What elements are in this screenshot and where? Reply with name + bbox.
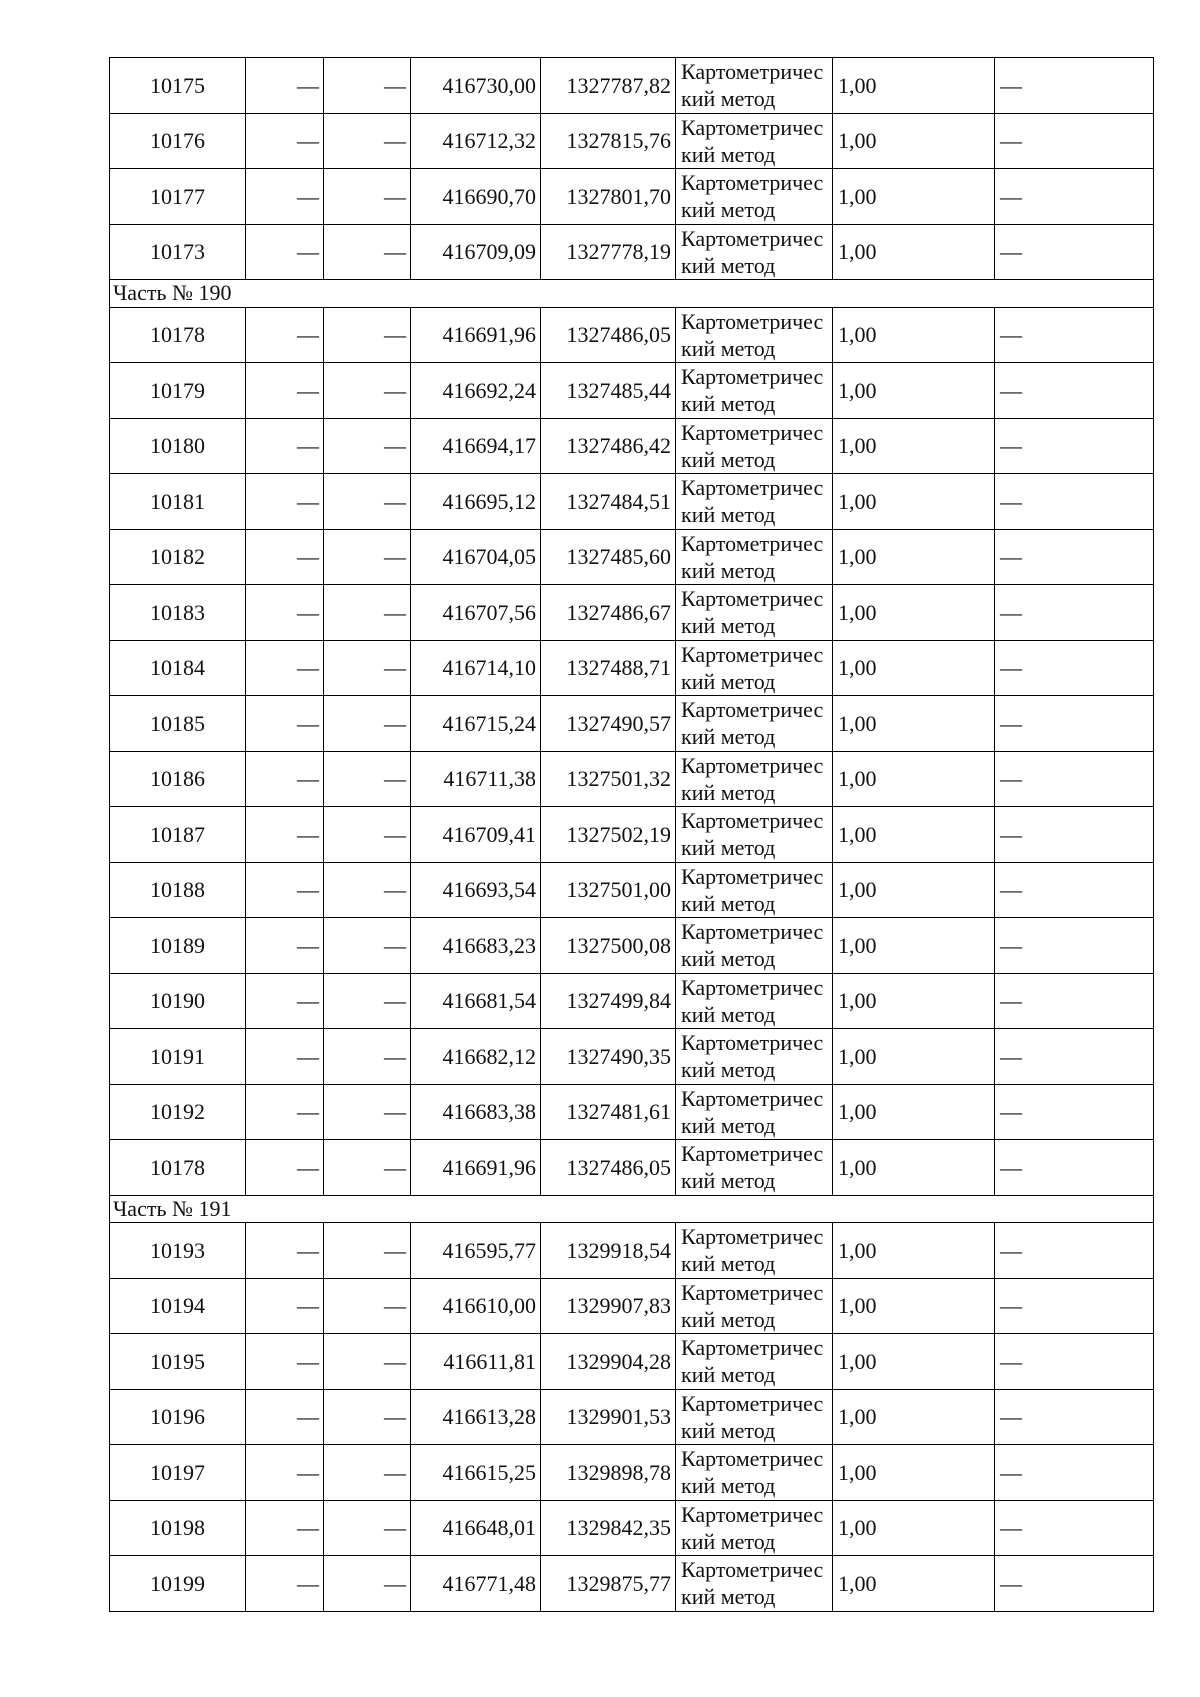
dash-cell: — (995, 862, 1154, 918)
dash-cell: — (995, 224, 1154, 280)
dash-cell: — (246, 529, 324, 585)
dash-cell: — (246, 474, 324, 530)
accuracy-cell: 1,00 (833, 1556, 995, 1612)
x-coordinate-cell: 416682,12 (411, 1029, 541, 1085)
dash-cell: — (246, 1334, 324, 1390)
y-coordinate-cell: 1327801,70 (541, 169, 676, 225)
table-row (110, 113, 1154, 169)
dash-cell: — (324, 696, 411, 752)
x-coordinate-cell: 416691,96 (411, 307, 541, 363)
method-cell: Картометрический метод (676, 363, 833, 419)
y-coordinate-cell: 1327502,19 (541, 807, 676, 863)
point-number-cell: 10183 (110, 585, 246, 641)
y-coordinate-cell: 1329842,35 (541, 1500, 676, 1556)
dash-cell: — (324, 418, 411, 474)
accuracy-cell: 1,00 (833, 418, 995, 474)
dash-cell: — (246, 973, 324, 1029)
method-cell: Картометрический метод (676, 1278, 833, 1334)
coordinates-sheet (109, 57, 1154, 1612)
dash-cell: — (324, 169, 411, 225)
method-cell: Картометрический метод (676, 640, 833, 696)
method-cell: Картометрический метод (676, 751, 833, 807)
point-number-cell: 10184 (110, 640, 246, 696)
accuracy-cell: 1,00 (833, 585, 995, 641)
dash-cell: — (995, 807, 1154, 863)
dash-cell: — (324, 363, 411, 419)
y-coordinate-cell: 1329898,78 (541, 1445, 676, 1501)
x-coordinate-cell: 416683,38 (411, 1084, 541, 1140)
table-row (110, 1556, 1154, 1612)
y-coordinate-cell: 1327481,61 (541, 1084, 676, 1140)
method-cell: Картометрический метод (676, 1389, 833, 1445)
table-row (110, 1278, 1154, 1334)
x-coordinate-cell: 416695,12 (411, 474, 541, 530)
point-number-cell: 10186 (110, 751, 246, 807)
table-row (110, 973, 1154, 1029)
dash-cell: — (246, 918, 324, 974)
dash-cell: — (324, 640, 411, 696)
dash-cell: — (324, 1500, 411, 1556)
dash-cell: — (995, 751, 1154, 807)
table-row (110, 640, 1154, 696)
accuracy-cell: 1,00 (833, 640, 995, 696)
point-number-cell: 10193 (110, 1223, 246, 1279)
dash-cell: — (995, 1278, 1154, 1334)
point-number-cell: 10189 (110, 918, 246, 974)
accuracy-cell: 1,00 (833, 224, 995, 280)
table-row (110, 1334, 1154, 1390)
accuracy-cell: 1,00 (833, 169, 995, 225)
y-coordinate-cell: 1329907,83 (541, 1278, 676, 1334)
y-coordinate-cell: 1327490,57 (541, 696, 676, 752)
y-coordinate-cell: 1329875,77 (541, 1556, 676, 1612)
method-cell: Картометрический метод (676, 529, 833, 585)
x-coordinate-cell: 416715,24 (411, 696, 541, 752)
method-cell: Картометрический метод (676, 807, 833, 863)
method-cell: Картометрический метод (676, 1223, 833, 1279)
table-row (110, 918, 1154, 974)
dash-cell: — (995, 363, 1154, 419)
table-row (110, 363, 1154, 419)
point-number-cell: 10175 (110, 58, 246, 114)
dash-cell: — (246, 585, 324, 641)
dash-cell: — (324, 862, 411, 918)
y-coordinate-cell: 1327815,76 (541, 113, 676, 169)
point-number-cell: 10179 (110, 363, 246, 419)
dash-cell: — (995, 640, 1154, 696)
accuracy-cell: 1,00 (833, 58, 995, 114)
x-coordinate-cell: 416714,10 (411, 640, 541, 696)
dash-cell: — (324, 224, 411, 280)
table-row (110, 529, 1154, 585)
accuracy-cell: 1,00 (833, 751, 995, 807)
method-cell: Картометрический метод (676, 1556, 833, 1612)
point-number-cell: 10192 (110, 1084, 246, 1140)
table-row (110, 1029, 1154, 1085)
section-header-row (110, 280, 1154, 308)
x-coordinate-cell: 416693,54 (411, 862, 541, 918)
x-coordinate-cell: 416595,77 (411, 1223, 541, 1279)
dash-cell: — (324, 1389, 411, 1445)
accuracy-cell: 1,00 (833, 1500, 995, 1556)
section-label: Часть № 190 (110, 280, 1154, 308)
point-number-cell: 10197 (110, 1445, 246, 1501)
y-coordinate-cell: 1327500,08 (541, 918, 676, 974)
dash-cell: — (246, 224, 324, 280)
y-coordinate-cell: 1327486,67 (541, 585, 676, 641)
dash-cell: — (246, 1029, 324, 1085)
dash-cell: — (324, 113, 411, 169)
point-number-cell: 10176 (110, 113, 246, 169)
dash-cell: — (246, 751, 324, 807)
dash-cell: — (995, 529, 1154, 585)
point-number-cell: 10181 (110, 474, 246, 530)
y-coordinate-cell: 1327499,84 (541, 973, 676, 1029)
accuracy-cell: 1,00 (833, 113, 995, 169)
dash-cell: — (246, 1278, 324, 1334)
point-number-cell: 10187 (110, 807, 246, 863)
x-coordinate-cell: 416691,96 (411, 1140, 541, 1196)
dash-cell: — (324, 1029, 411, 1085)
dash-cell: — (995, 1334, 1154, 1390)
point-number-cell: 10185 (110, 696, 246, 752)
dash-cell: — (995, 1500, 1154, 1556)
dash-cell: — (995, 918, 1154, 974)
point-number-cell: 10196 (110, 1389, 246, 1445)
dash-cell: — (324, 1084, 411, 1140)
dash-cell: — (995, 1029, 1154, 1085)
y-coordinate-cell: 1327778,19 (541, 224, 676, 280)
y-coordinate-cell: 1329904,28 (541, 1334, 676, 1390)
point-number-cell: 10178 (110, 1140, 246, 1196)
dash-cell: — (246, 363, 324, 419)
accuracy-cell: 1,00 (833, 1029, 995, 1085)
accuracy-cell: 1,00 (833, 1084, 995, 1140)
y-coordinate-cell: 1327486,05 (541, 307, 676, 363)
x-coordinate-cell: 416610,00 (411, 1278, 541, 1334)
method-cell: Картометрический метод (676, 58, 833, 114)
y-coordinate-cell: 1327490,35 (541, 1029, 676, 1085)
table-row (110, 585, 1154, 641)
dash-cell: — (246, 113, 324, 169)
dash-cell: — (995, 1389, 1154, 1445)
method-cell: Картометрический метод (676, 1334, 833, 1390)
method-cell: Картометрический метод (676, 474, 833, 530)
method-cell: Картометрический метод (676, 973, 833, 1029)
accuracy-cell: 1,00 (833, 529, 995, 585)
dash-cell: — (324, 529, 411, 585)
dash-cell: — (324, 973, 411, 1029)
dash-cell: — (324, 58, 411, 114)
accuracy-cell: 1,00 (833, 973, 995, 1029)
x-coordinate-cell: 416611,81 (411, 1334, 541, 1390)
y-coordinate-cell: 1327501,32 (541, 751, 676, 807)
dash-cell: — (246, 1500, 324, 1556)
dash-cell: — (324, 585, 411, 641)
dash-cell: — (246, 696, 324, 752)
method-cell: Картометрический метод (676, 113, 833, 169)
table-row (110, 751, 1154, 807)
dash-cell: — (324, 1334, 411, 1390)
table-row (110, 169, 1154, 225)
dash-cell: — (246, 307, 324, 363)
method-cell: Картометрический метод (676, 862, 833, 918)
dash-cell: — (324, 751, 411, 807)
dash-cell: — (246, 1556, 324, 1612)
dash-cell: — (246, 1084, 324, 1140)
table-body (110, 58, 1154, 1612)
x-coordinate-cell: 416711,38 (411, 751, 541, 807)
dash-cell: — (995, 1140, 1154, 1196)
accuracy-cell: 1,00 (833, 696, 995, 752)
dash-cell: — (324, 1278, 411, 1334)
accuracy-cell: 1,00 (833, 307, 995, 363)
table-row (110, 1084, 1154, 1140)
coordinates-table (109, 57, 1154, 1612)
dash-cell: — (995, 585, 1154, 641)
method-cell: Картометрический метод (676, 307, 833, 363)
accuracy-cell: 1,00 (833, 1389, 995, 1445)
dash-cell: — (995, 696, 1154, 752)
y-coordinate-cell: 1327486,42 (541, 418, 676, 474)
x-coordinate-cell: 416694,17 (411, 418, 541, 474)
table-row (110, 1223, 1154, 1279)
y-coordinate-cell: 1329918,54 (541, 1223, 676, 1279)
dash-cell: — (995, 113, 1154, 169)
accuracy-cell: 1,00 (833, 1334, 995, 1390)
dash-cell: — (995, 1445, 1154, 1501)
method-cell: Картометрический метод (676, 918, 833, 974)
table-row (110, 807, 1154, 863)
x-coordinate-cell: 416613,28 (411, 1389, 541, 1445)
dash-cell: — (995, 1556, 1154, 1612)
table-row (110, 418, 1154, 474)
dash-cell: — (246, 807, 324, 863)
point-number-cell: 10195 (110, 1334, 246, 1390)
dash-cell: — (995, 1223, 1154, 1279)
method-cell: Картометрический метод (676, 585, 833, 641)
dash-cell: — (995, 474, 1154, 530)
accuracy-cell: 1,00 (833, 1223, 995, 1279)
point-number-cell: 10198 (110, 1500, 246, 1556)
table-row (110, 224, 1154, 280)
y-coordinate-cell: 1327488,71 (541, 640, 676, 696)
x-coordinate-cell: 416704,05 (411, 529, 541, 585)
point-number-cell: 10191 (110, 1029, 246, 1085)
y-coordinate-cell: 1327501,00 (541, 862, 676, 918)
dash-cell: — (324, 1223, 411, 1279)
method-cell: Картометрический метод (676, 224, 833, 280)
y-coordinate-cell: 1327485,60 (541, 529, 676, 585)
accuracy-cell: 1,00 (833, 807, 995, 863)
x-coordinate-cell: 416692,24 (411, 363, 541, 419)
x-coordinate-cell: 416683,23 (411, 918, 541, 974)
table-row (110, 474, 1154, 530)
x-coordinate-cell: 416730,00 (411, 58, 541, 114)
accuracy-cell: 1,00 (833, 363, 995, 419)
dash-cell: — (246, 1389, 324, 1445)
accuracy-cell: 1,00 (833, 1140, 995, 1196)
y-coordinate-cell: 1327787,82 (541, 58, 676, 114)
accuracy-cell: 1,00 (833, 862, 995, 918)
dash-cell: — (246, 862, 324, 918)
point-number-cell: 10190 (110, 973, 246, 1029)
method-cell: Картометрический метод (676, 1500, 833, 1556)
section-label: Часть № 191 (110, 1195, 1154, 1223)
dash-cell: — (324, 918, 411, 974)
method-cell: Картометрический метод (676, 1029, 833, 1085)
x-coordinate-cell: 416709,09 (411, 224, 541, 280)
dash-cell: — (995, 1084, 1154, 1140)
dash-cell: — (995, 973, 1154, 1029)
y-coordinate-cell: 1327485,44 (541, 363, 676, 419)
x-coordinate-cell: 416709,41 (411, 807, 541, 863)
accuracy-cell: 1,00 (833, 918, 995, 974)
table-row (110, 1445, 1154, 1501)
dash-cell: — (995, 418, 1154, 474)
point-number-cell: 10182 (110, 529, 246, 585)
dash-cell: — (324, 474, 411, 530)
section-header-row (110, 1195, 1154, 1223)
table-row (110, 1500, 1154, 1556)
y-coordinate-cell: 1329901,53 (541, 1389, 676, 1445)
dash-cell: — (246, 640, 324, 696)
method-cell: Картометрический метод (676, 169, 833, 225)
dash-cell: — (246, 418, 324, 474)
x-coordinate-cell: 416707,56 (411, 585, 541, 641)
x-coordinate-cell: 416615,25 (411, 1445, 541, 1501)
method-cell: Картометрический метод (676, 1140, 833, 1196)
dash-cell: — (324, 307, 411, 363)
point-number-cell: 10173 (110, 224, 246, 280)
x-coordinate-cell: 416712,32 (411, 113, 541, 169)
dash-cell: — (995, 58, 1154, 114)
table-row (110, 1389, 1154, 1445)
dash-cell: — (324, 807, 411, 863)
point-number-cell: 10178 (110, 307, 246, 363)
x-coordinate-cell: 416690,70 (411, 169, 541, 225)
table-row (110, 862, 1154, 918)
method-cell: Картометрический метод (676, 1445, 833, 1501)
dash-cell: — (324, 1556, 411, 1612)
dash-cell: — (246, 169, 324, 225)
y-coordinate-cell: 1327484,51 (541, 474, 676, 530)
accuracy-cell: 1,00 (833, 1278, 995, 1334)
table-row (110, 1140, 1154, 1196)
method-cell: Картометрический метод (676, 418, 833, 474)
dash-cell: — (246, 1223, 324, 1279)
dash-cell: — (246, 1140, 324, 1196)
accuracy-cell: 1,00 (833, 474, 995, 530)
point-number-cell: 10188 (110, 862, 246, 918)
dash-cell: — (995, 169, 1154, 225)
x-coordinate-cell: 416681,54 (411, 973, 541, 1029)
point-number-cell: 10199 (110, 1556, 246, 1612)
point-number-cell: 10177 (110, 169, 246, 225)
method-cell: Картометрический метод (676, 696, 833, 752)
dash-cell: — (246, 1445, 324, 1501)
dash-cell: — (246, 58, 324, 114)
x-coordinate-cell: 416648,01 (411, 1500, 541, 1556)
x-coordinate-cell: 416771,48 (411, 1556, 541, 1612)
accuracy-cell: 1,00 (833, 1445, 995, 1501)
point-number-cell: 10180 (110, 418, 246, 474)
table-row (110, 696, 1154, 752)
dash-cell: — (324, 1445, 411, 1501)
dash-cell: — (995, 307, 1154, 363)
table-row (110, 58, 1154, 114)
table-row (110, 307, 1154, 363)
point-number-cell: 10194 (110, 1278, 246, 1334)
method-cell: Картометрический метод (676, 1084, 833, 1140)
y-coordinate-cell: 1327486,05 (541, 1140, 676, 1196)
dash-cell: — (324, 1140, 411, 1196)
